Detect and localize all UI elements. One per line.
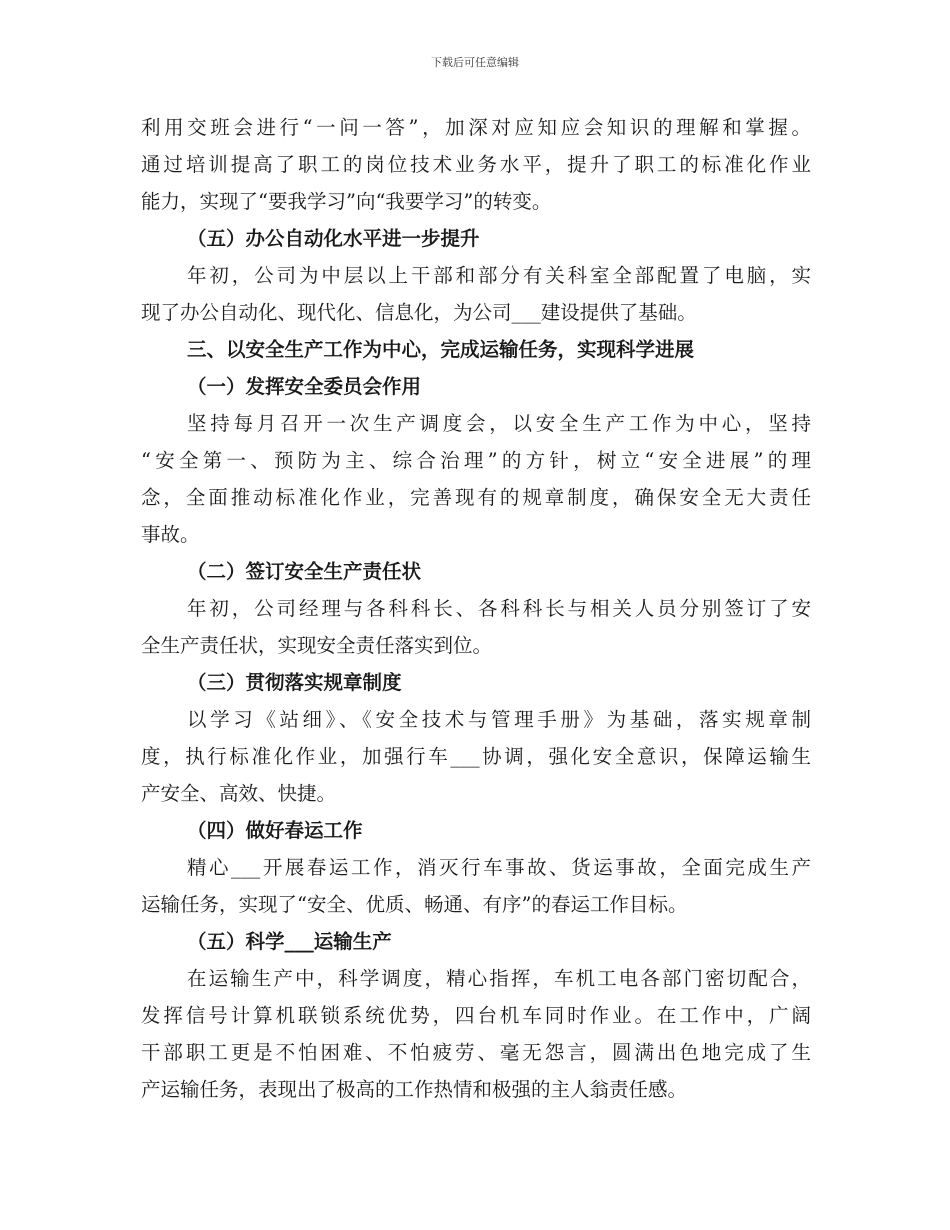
paragraph-line: 在运输生产中，科学调度，精心指挥，车机工电各部门密切配合， bbox=[187, 967, 811, 990]
paragraph-line: 运输任务，实现了“安全、优质、畅通、有序”的春运工作目标。 bbox=[141, 893, 688, 916]
paragraph-line: 利用交班会进行“一问一答”，加深对应知应会知识的理解和掌握。 bbox=[141, 116, 811, 139]
section-heading: 三、以安全生产工作为中心，完成运输任务，实现科学进展 bbox=[187, 338, 695, 361]
section-heading: （五）科学___运输生产 bbox=[187, 930, 392, 953]
page-header: 下载后可任意编辑 bbox=[431, 56, 519, 69]
paragraph-line: 产运输任务，表现出了极高的工作热情和极强的主人翁责任感。 bbox=[141, 1078, 688, 1101]
paragraph-line: 产安全、高效、快捷。 bbox=[141, 782, 337, 805]
section-heading: （一）发挥安全委员会作用 bbox=[187, 375, 422, 398]
paragraph-line: 以学习《站细》、《安全技术与管理手册》为基础，落实规章制 bbox=[187, 708, 811, 731]
document-body bbox=[141, 109, 811, 1108]
section-heading: （二）签订安全生产责任状 bbox=[187, 560, 422, 583]
section-heading: （四）做好春运工作 bbox=[187, 819, 363, 842]
paragraph-line: 年初，公司经理与各科科长、各科科长与相关人员分别签订了安 bbox=[187, 597, 811, 620]
paragraph-line: 干部职工更是不怕困难、不怕疲劳、毫无怨言，圆满出色地完成了生 bbox=[141, 1041, 811, 1064]
paragraph-line: 坚持每月召开一次生产调度会，以安全生产工作为中心，坚持 bbox=[187, 412, 811, 435]
section-heading: （三）贯彻落实规章制度 bbox=[187, 671, 402, 694]
paragraph-line: 念，全面推动标准化作业，完善现有的规章制度，确保安全无大责任 bbox=[141, 486, 811, 509]
paragraph-line: 通过培训提高了职工的岗位技术业务水平，提升了职工的标准化作业 bbox=[141, 153, 811, 176]
paragraph-line: “安全第一、预防为主、综合治理”的方针，树立“安全进展”的理 bbox=[141, 449, 811, 472]
paragraph-line: 年初，公司为中层以上干部和部分有关科室全部配置了电脑，实 bbox=[187, 264, 811, 287]
paragraph-line: 精心___开展春运工作，消灭行车事故、货运事故，全面完成生产 bbox=[187, 856, 811, 879]
paragraph-line: 能力，实现了“要我学习”向“我要学习”的转变。 bbox=[141, 190, 552, 213]
paragraph-line: 现了办公自动化、现代化、信息化，为公司___建设提供了基础。 bbox=[141, 301, 697, 324]
paragraph-line: 事故。 bbox=[141, 523, 200, 546]
paragraph-line: 度，执行标准化作业，加强行车___协调，强化安全意识，保障运输生 bbox=[141, 745, 811, 768]
section-heading: （五）办公自动化水平进一步提升 bbox=[187, 227, 480, 250]
paragraph-line: 发挥信号计算机联锁系统优势，四台机车同时作业。在工作中，广阔 bbox=[141, 1004, 811, 1027]
paragraph-line: 全生产责任状，实现安全责任落实到位。 bbox=[141, 634, 493, 657]
